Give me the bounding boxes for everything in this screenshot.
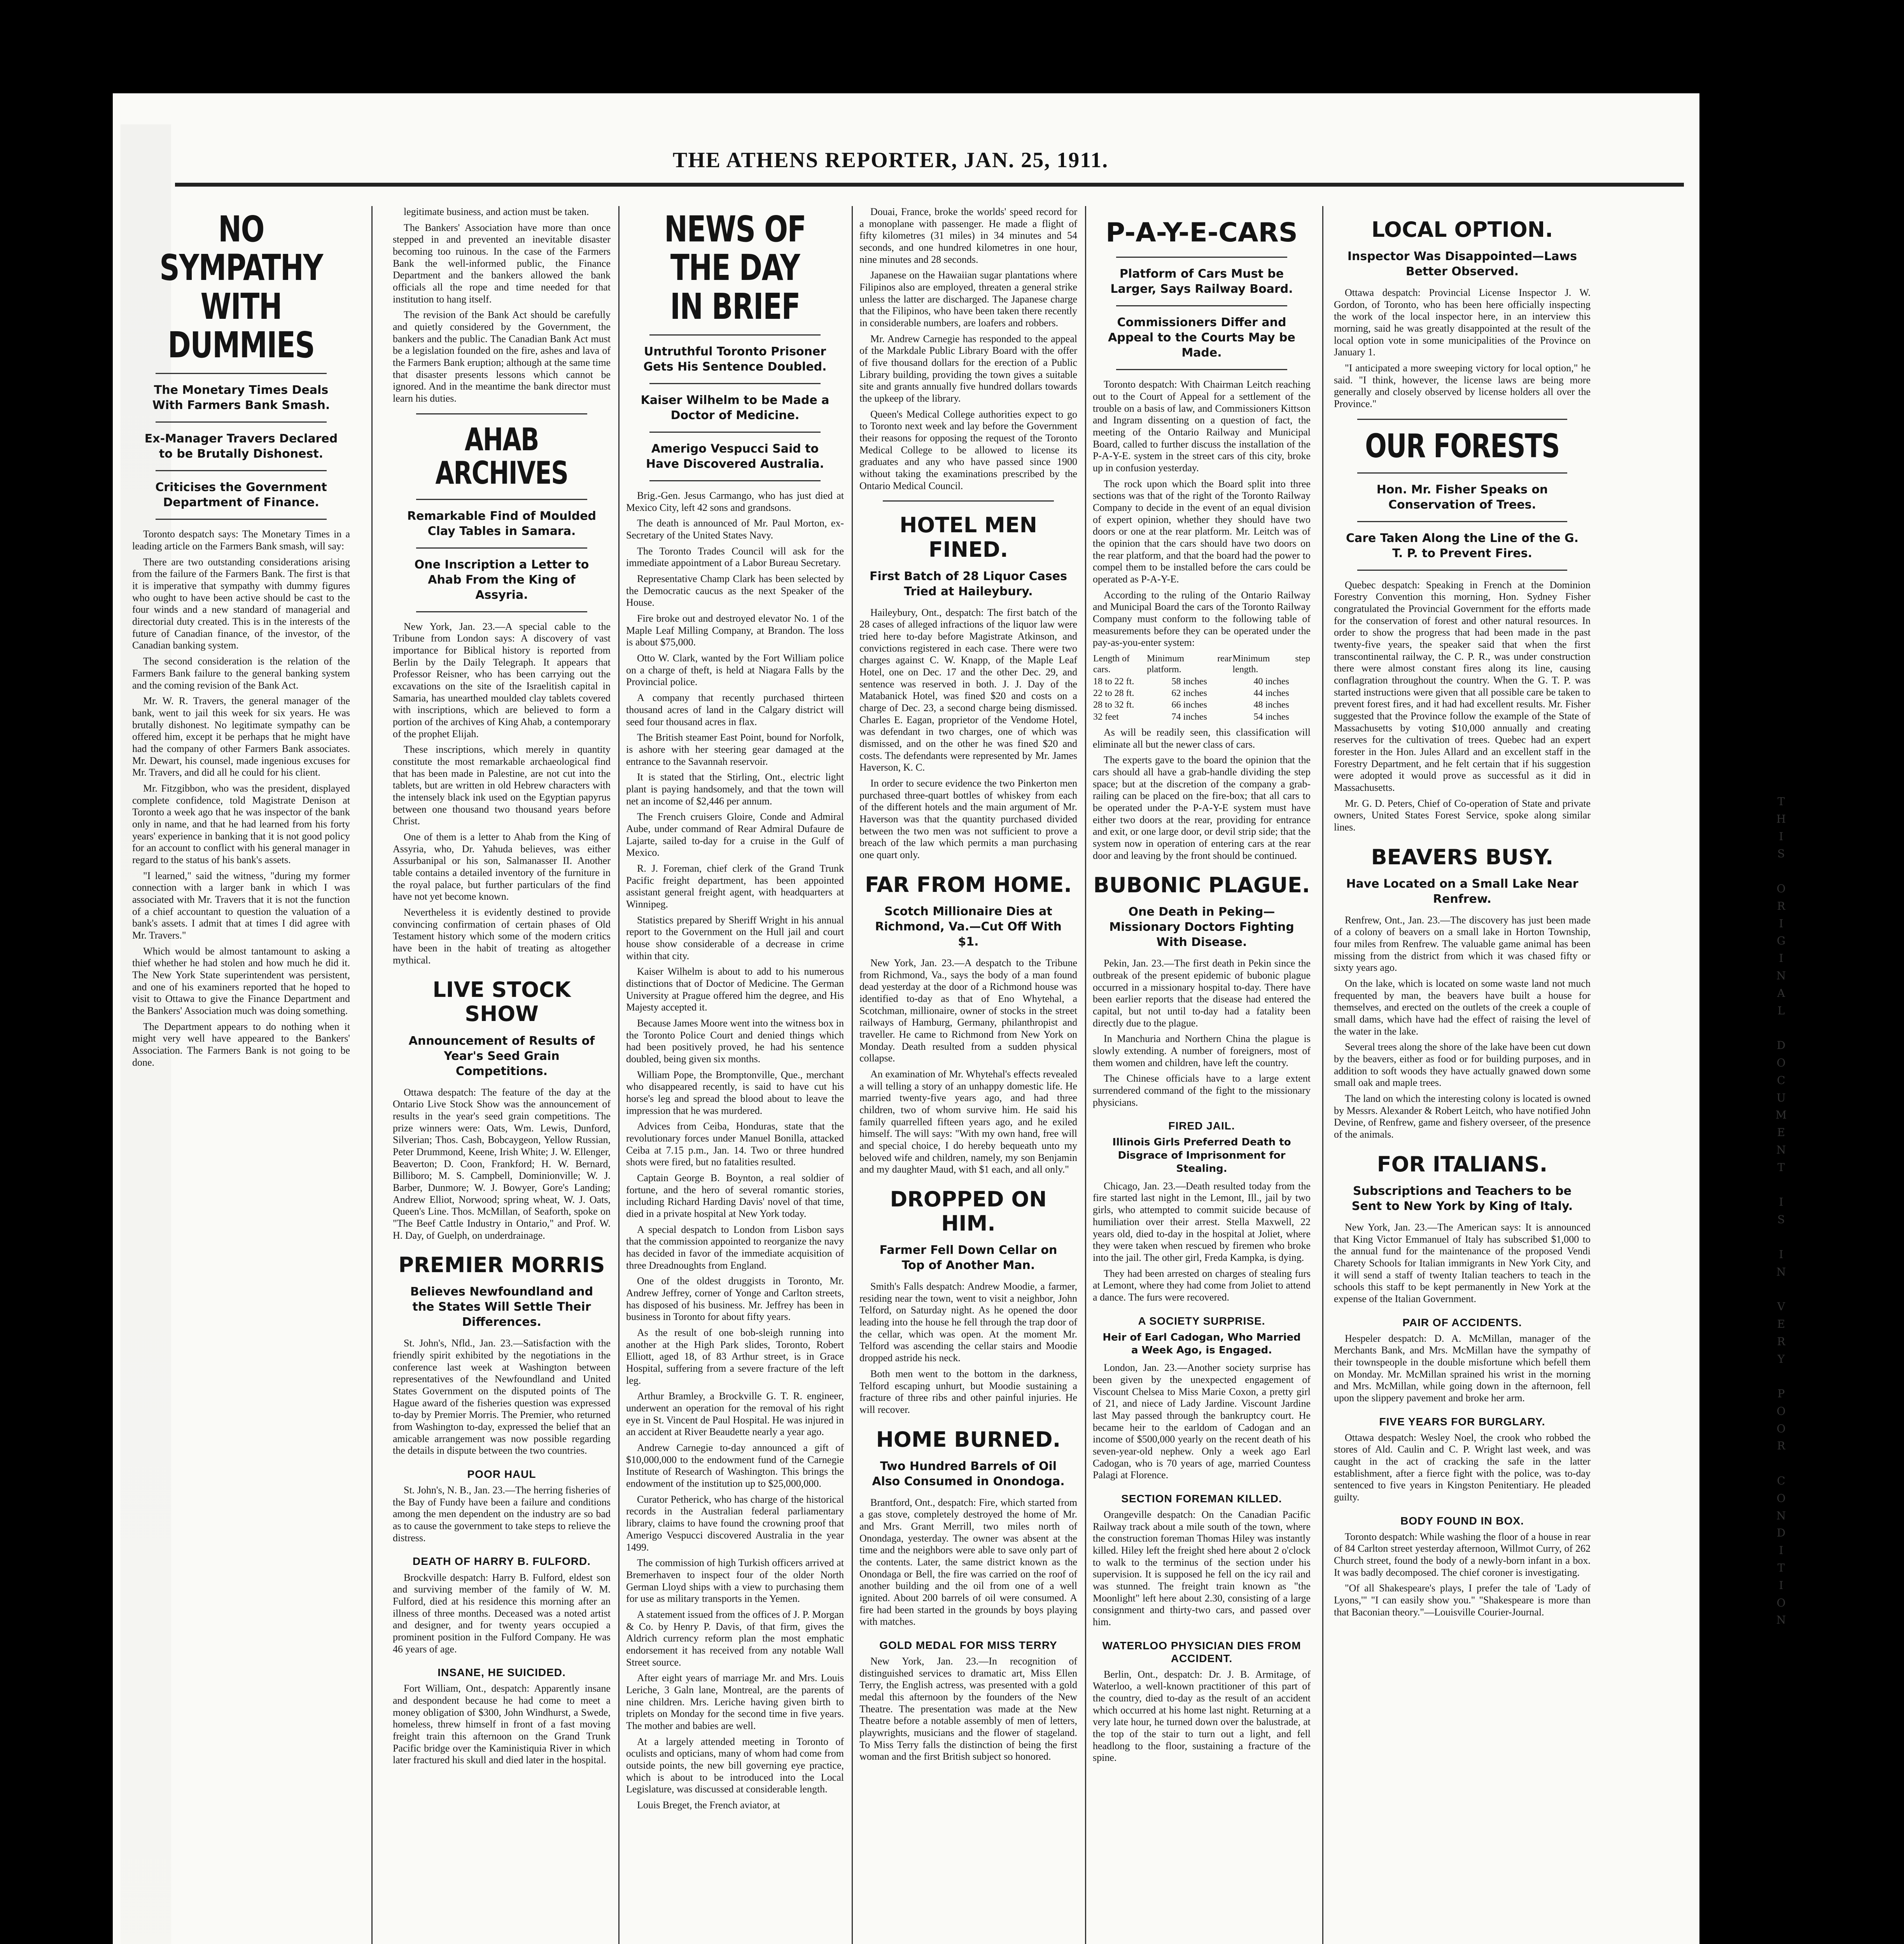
article-paragraph: Quebec despatch: Speaking in French at the Dominion Forestry Convention this morning, Hon. Sydney Fisher congratulated the Provincial Government for the efforts made for the conservation of forest and other natural resources. In order to show the progress that had been made in the past twenty-five years, the speaker said that when the first transcontinental railway, the C. P. R., was under construction there were almost constant fires along its line, causing conflagration throughout the country. When the G. T. P. was started instructions were given that all possible care be taken to prevent forest fires, and it had had excellent results. Mr. Fisher suggested that the Province follow the example of the State of Massachusetts by voting $10,000 annually and creating reserves for the cultivation of trees. Quebec had an expert forester in the Hon. Jules Allard and an excellent staff in the Forestry Department, and he felt certain that if his suggestion were adopted it would prove as successful as it did in Massachusetts. <box>1334 579 1591 793</box>
article-paragraph: There are two outstanding considerations arising from the failure of the Farmers Bank. The first is that it is imperative that sympathy with dummy figures who ought to have been active should be cast to the four winds and a new standard of managerial and directorial duty created. This is in the interests of the future of Canadian finance, of the investor, of the Canadian banking system. <box>132 556 350 651</box>
article-paragraph: New York, Jan. 23.—A special cable to the Tribune from London says: A discovery of vast importance for Biblical history is reported from Berlin by the Daily Telegraph. It appears that Professor Reisner, who has been carrying out the excavations on the site of the Israelitish capital in Samaria, has unearthed moulded clay tablets covered with inscriptions, which are believed to form a portion of the archives of King Ahab, a contemporary of the prophet Elijah. <box>393 621 611 739</box>
headline-section-foreman: SECTION FOREMAN KILLED. <box>1121 1492 1282 1505</box>
headline-ahab-archives: AHAB ARCHIVES <box>435 421 568 491</box>
brief-item: Advices from Ceiba, Honduras, state that the revolutionary forces under Manuel Bonilla, attacked Ceiba at 7.15 p.m., Jan. 14. Two or three hundred shots were fired, but no fatalities resulted. <box>626 1121 844 1168</box>
deck: Illinois Girls Preferred Death to Disgrace of Imprisonment for Stealing. <box>1112 1136 1291 1175</box>
article-paragraph: Orangeville despatch: On the Canadian Pacific Railway track about a mile south of the town, where the construction foreman Thomas Hiley was instantly killed. Hiley left the freight shed here about 2 o'clock to walk to the terminus of the section under his supervision. It is supposed he fell on the icy rail and was stunned. The freight train known as "the Moonlight" left here about 2.30, consisting of a large consignment and thirty-two cars, and passed over him. <box>1093 1509 1311 1628</box>
article-paragraph: Hespeler despatch: D. A. McMillan, manager of the Merchants Bank, and Mrs. McMillan have the sympathy of their townspeople in the double misfortune which befell them on Monday. Mr. McMillan sprained his wrist in the morning and Mrs. McMillan, while going down in the afternoon, fell upon the slippery pavement and broke her arm. <box>1334 1332 1591 1404</box>
condition-note-letter: D <box>1776 1526 1786 1540</box>
condition-note-letter: V <box>1777 1300 1785 1313</box>
condition-note-letter: P <box>1777 1387 1785 1400</box>
brief-item: A company that recently purchased thirteen thousand acres of land in the Calgary district will seed four thousand acres in flax. <box>626 692 844 727</box>
condition-note-letter: O <box>1776 1056 1786 1069</box>
divider <box>156 470 327 471</box>
deck: Untruthful Toronto Prisoner Gets His Sentence Doubled. <box>643 345 827 374</box>
article-paragraph: Pekin, Jan. 23.—The first death in Pekin since the outbreak of the present epidemic of bubonic plague occurred in a missionary hospital to-day. There have been earlier reports that the disease had entered the capital, but not until to-day had a fatality been directly due to the plague. <box>1093 958 1311 1029</box>
article-paragraph: The Chinese officials have to a large extent surrendered command of the fight to the missionary physicians. <box>1093 1073 1311 1108</box>
column-rule <box>1085 206 1086 1944</box>
article-paragraph: Chicago, Jan. 23.—Death resulted today from the fire started last night in the Lemont, Ill., jail by two girls, who attempted to commit suicide because of humiliation over their arrest. Stella Maxwell, 22 years old, died to-day in the hospital at Joliet, where they were taken when rescued by firemen who broke into the jail. The other girl, Freda Kampka, is dying. <box>1093 1180 1311 1263</box>
headline-fired-jail: FIRED JAIL. <box>1168 1120 1235 1132</box>
table-cell: 74 inches <box>1171 712 1207 722</box>
article-paragraph: According to the ruling of the Ontario Railway and Municipal Board the cars of the Toronto Railway Company must conform to the following table of measurements before they can be operated under the pay-as-you-enter system: <box>1093 589 1311 649</box>
article-paragraph: Mr. G. D. Peters, Chief of Co-operation of State and private owners, United States Forest Service, spoke along similar lines. <box>1334 797 1591 833</box>
article-paragraph: New York, Jan. 23.—The American says: It is announced that King Victor Emmanuel of Italy has subscribed $1,000 to the annual fund for the maintenance of the proposed Vendi Charety Schools for Italian immigrants in New York City, and it will send a staff of twenty Italian teachers to teach in the schools this staff to be kept permanently in New York at the expense of the Italian Government. <box>1334 1221 1591 1304</box>
column-6 <box>1334 206 1591 1944</box>
brief-item: At a largely attended meeting in Toronto of oculists and opticians, many of whom had come from outside points, the new bill governing eye practice, which is about to be introduced into the Local Legislature, was discussed at considerable length. <box>626 1736 844 1795</box>
article-paragraph: As will be readily seen, this classification will eliminate all but the newer class of cars. <box>1093 726 1311 750</box>
article-paragraph: One of them is a letter to Ahab from the King of Assyria, who, Dr. Yahuda believes, was either Assurbanipal or his son, Salmanasser II. Another table contains a detailed inventory of the furniture in the royal palace, but further particulars of the find have not yet become known. <box>393 831 611 902</box>
table-header: Length of cars. <box>1093 653 1130 675</box>
table-cell: 22 to 28 ft. <box>1093 688 1134 698</box>
article-paragraph: Brockville despatch: Harry B. Fulford, eldest son and surviving member of the family of W. M. Fulford, died at his residence this morning after an illness of three months. Deceased was a noted artist and designer, and for twenty years occupied a prominent position in the Fulford Company. He was 46 years of age. <box>393 1572 611 1655</box>
divider <box>156 373 327 374</box>
headline-hotel-men-fined: HOTEL MEN FINED. <box>900 513 1037 562</box>
article-paragraph: In order to secure evidence the two Pinkerton men purchased three-quart bottles of whiskey from each of the different hotels and the main argument of Mr. Haverson was that the quantity purchased divided between the two men was not sufficient to prove a breach of the law which permits a man purchasing one quart only. <box>859 778 1077 861</box>
divider <box>1357 472 1567 474</box>
deck: Platform of Cars Must be Larger, Says Railway Board. <box>1110 267 1293 296</box>
deck: Heir of Earl Cadogan, Who Married a Week Ago, is Engaged. <box>1102 1331 1301 1357</box>
article-paragraph: The land on which the interesting colony is located is owned by Messrs. Alexander & Robert Leitch, who have notified John Devine, of Renfrew, game and fishery overseer, of the presence of the animals. <box>1334 1093 1591 1140</box>
table-cell: 66 inches <box>1171 700 1207 710</box>
article-paragraph: Several trees along the shore of the lake have been cut down by the beavers, either as food or for building purposes, and in addition to soft woods they have actually gnawed down some small oak and maple trees. <box>1334 1041 1591 1089</box>
divider <box>416 499 587 500</box>
condition-note-letter: O <box>1776 1596 1786 1609</box>
condition-note-letter: H <box>1776 812 1786 825</box>
article-paragraph: Mr. W. R. Travers, the general manager of the bank, went to jail this week for six years. He was brutally dishonest. No legitimate sympathy can be offered him, except it be perhaps that he might have had the company of other Farmers Bank associates. Mr. Dewart, his counsel, made ingenious excuses for Mr. Travers, and did all he could for his client. <box>132 695 350 778</box>
condition-note-letter: T <box>1777 1561 1785 1575</box>
condition-note-letter: I <box>1779 1544 1783 1557</box>
deck: Farmer Fell Down Cellar on Top of Another Man. <box>879 1243 1057 1273</box>
condition-note-letter: N <box>1776 1614 1786 1627</box>
condition-note-letter: T <box>1777 1161 1785 1174</box>
condition-note-letter: D <box>1776 1039 1786 1052</box>
brief-item: Statistics prepared by Sheriff Wright in his annual report to the Government on the Hull jail and court house show considerable of a decrease in crime within that city. <box>626 914 844 962</box>
condition-note-letter: C <box>1777 1073 1785 1087</box>
brief-item: The British steamer East Point, bound for Norfolk, is ashore with her steering gear damaged at the entrance to the Savannah reservoir. <box>626 732 844 767</box>
divider <box>1357 419 1567 420</box>
article-paragraph: Ottawa despatch: Provincial License Inspector J. W. Gordon, of Toronto, who has been here officially inspecting the work of the local inspector here, in an interview this morning, said he was greatly disappointed at the result of the local option vote in some municipalities of the Province on January 1. <box>1334 287 1591 358</box>
headline-news-of-day: NEWS OF THE DAY IN BRIEF <box>664 208 806 327</box>
deck: Care Taken Along the Line of the G. T. P. to Prevent Fires. <box>1346 531 1579 560</box>
divider <box>156 421 327 423</box>
deck: Criticises the Government Department of Finance. <box>155 481 327 510</box>
divider <box>883 500 1054 502</box>
deck: The Monetary Times Deals With Farmers Bank Smash. <box>152 383 330 413</box>
table-cell: 58 inches <box>1171 676 1207 687</box>
article-paragraph: Brantford, Ont., despatch: Fire, which started from a gas stove, completely destroyed the home of Mr. and Mrs. Grant Merrill, two miles north of Onondaga, yesterday. The owner was absent at the time and the neighbors were able to save only part of the contents. Later, the same district known as the Onondaga or Bell, the fire was carried on the roof of another building and the oil from one of a well ignited. About 200 barrels of oil were consumed. A fire had been started in the grounds by boys playing with matches. <box>859 1496 1077 1628</box>
divider <box>1116 257 1287 258</box>
column-2 <box>393 206 611 1944</box>
column-4 <box>859 206 1077 1944</box>
deck: Hon. Mr. Fisher Speaks on Conservation of Trees. <box>1376 483 1548 512</box>
brief-item: William Pope, the Bromptonville, Que., merchant who disappeared recently, is said to have cut his horse's leg and spread the blood about to leave the impression that he was murdered. <box>626 1069 844 1116</box>
headline-poor-haul: POOR HAUL <box>467 1468 536 1481</box>
condition-note-letter: N <box>1776 1143 1786 1156</box>
headline-society-surprise: A SOCIETY SURPRISE. <box>1138 1315 1265 1327</box>
condition-note-letter: T <box>1777 795 1785 808</box>
headline-live-stock-show: LIVE STOCK SHOW <box>432 977 571 1026</box>
brief-item: The death is announced of Mr. Paul Morton, ex-Secretary of the United States Navy. <box>626 517 844 541</box>
article-paragraph: The rock upon which the Board split into three sections was that of the right of the Toronto Railway Company to decide in the event of an equal division of expert opinion, whether they should have two doors or one at the rear platform. Mr. Leitch was of the opinion that the cars should have two doors on the rear platform, and that the board had the power to compel them to be installed before the cars could be operated as P-A-Y-E. <box>1093 478 1311 585</box>
article-paragraph: "Of all Shakespeare's plays, I prefer the tale of 'Lady of Lyons,'" "I can easily show you." "Shakespeare is more than that Baconian theory."—Louisville Courier-Journal. <box>1334 1582 1591 1618</box>
article-paragraph: Which would be almost tantamount to asking a thief whether he had stolen and how much he did it. The New York State superintendent was persistent, and one of his examiners reported that he hoped to visit to Ottawa to give the Finance Department and the Bankers' Association much was doing something. <box>132 945 350 1016</box>
divider <box>649 480 821 481</box>
article-paragraph: Berlin, Ont., despatch: Dr. J. B. Armitage, of Waterloo, a well-known practitioner of this part of the country, died to-day as the result of an accident which occurred at his home last night. Returning at a very late hour, he turned down over the balustrade, at the top of the stair to turn out a light, and fell headlong to the floor, sustaining a fracture of the spine. <box>1093 1668 1311 1764</box>
divider <box>1116 369 1287 370</box>
brief-item: The commission of high Turkish officers arrived at Bremerhaven to inspect four of the older North German Lloyd ships with a view to purchasing them for use as military transports in the Yemen. <box>626 1557 844 1605</box>
article-paragraph: "I learned," said the witness, "during my former connection with a larger bank in which I was associated with Mr. Travers that it is not the function of a chief accountant to question the valuation of a bank's assets. I admit that at times I did agree with Mr. Travers." <box>132 870 350 941</box>
article-paragraph: Toronto despatch: With Chairman Leitch reaching out to the Court of Appeal for a settlement of the trouble on a basis of law, and Commissioners Kittson and Ingram dissenting on a question of fact, the meeting of the Ontario Railway and Municipal Board, called to further discuss the installation of the P-A-Y-E. system in the street cars of this city, broke up in confusion yesterday. <box>1093 379 1311 474</box>
deck: One Death in Peking—Missionary Doctors Fighting With Disease. <box>1109 905 1294 949</box>
condition-note-letter: R <box>1777 1439 1785 1453</box>
table-cell: 32 feet <box>1093 712 1119 722</box>
divider <box>649 432 821 433</box>
headline-five-years: FIVE YEARS FOR BURGLARY. <box>1379 1415 1545 1428</box>
brief-item: A statement issued from the offices of J. P. Morgan & Co. by Henry P. Davis, of that firm, gives the Aldrich currency reform plan the most emphatic endorsement it has received from any notable Wall Street source. <box>626 1608 844 1668</box>
divider <box>1357 521 1567 522</box>
headline-our-forests: OUR FORESTS <box>1365 427 1559 465</box>
table-row <box>1093 699 1311 711</box>
headline-home-burned: HOME BURNED. <box>876 1427 1061 1452</box>
divider <box>649 383 821 384</box>
article-paragraph: The experts gave to the board the opinion that the cars should all have a grab-handle dividing the step space; but at the discretion of the company a grab-railing can be placed on the fire-box; that all cars to be operated under the P-A-Y-E system must have either two doors at the rear, providing for entrance and exit, or one large door, or devil strip side; that the system now in operation of entering cars at the rear door and leaving by the front should be continued. <box>1093 754 1311 861</box>
condition-note-gap <box>1769 1368 1793 1385</box>
article-paragraph: Toronto despatch: While washing the floor of a house in rear of 84 Carlton street yesterday afternoon, Willmot Curry, of 262 Church street, found the body of a newly-born infant in a box. It was badly decomposed. The chief coroner is investigating. <box>1334 1531 1591 1578</box>
masthead-rule <box>175 183 1684 187</box>
article-paragraph: The Bankers' Association have more than once stepped in and prevented an inevitable disaster becoming too ruinous. In the case of the Farmers Bank the well-informed public, the Finance Department and the bankers allowed the bank officials all the rope and time needed for that institution to hang itself. <box>393 222 611 305</box>
article-paragraph: They had been arrested on charges of stealing furs at Lemont, where they had come from Joliet to attend a dance. The furs were recovered. <box>1093 1267 1311 1303</box>
condition-note-letter: E <box>1777 1126 1785 1139</box>
brief-item: Louis Breget, the French aviator, at <box>637 1799 780 1811</box>
condition-note-letter: N <box>1776 1265 1786 1278</box>
brief-item: A special despatch to London from Lisbon says that the commission appointed to reorganize the navy has decided in favor of the immediate acquisition of three Dreadnoughts from England. <box>626 1224 844 1271</box>
divider <box>156 519 327 520</box>
brief-item: Captain George B. Boynton, a real soldier of fortune, and the hero of several romantic stories, including Richard Harding Davis' novel of that time, died in a private hospital at New York today. <box>626 1172 844 1220</box>
condition-note-letter: I <box>1779 952 1783 965</box>
brief-item: Representative Champ Clark has been selected by the Democratic caucus as the next Speaker of the House. <box>626 573 844 608</box>
column-rule <box>618 206 620 1944</box>
condition-note-letter: I <box>1779 830 1783 843</box>
article-paragraph: St. John's, Nfld., Jan. 23.—Satisfaction with the friendly spirit exhibited by the negotiations in the conference last week at Washington between representatives of the Newfoundland and United States Government on the disputed points of The Hague award of the fisheries question was expressed to-day by Premier Morris. The Premier, who returned from Washington to-day, expressed the belief that an amicable arrangement was now possible regarding the details in dispute between the two countries. <box>393 1337 611 1456</box>
condition-note-gap <box>1769 1281 1793 1298</box>
deck: Have Located on a Small Lake Near Renfrew. <box>1346 877 1578 906</box>
headline-paye-cars: P-A-Y-E-CARS <box>1106 217 1298 248</box>
divider <box>649 334 821 336</box>
brief-item: As the result of one bob-sleigh running into another at the High Park slides, Toronto, Robert Elliott, aged 18, of 83 Arthur street, is in Grace Hospital, suffering from a severe fracture of the left leg. <box>626 1327 844 1386</box>
article-paragraph: On the lake, which is located on some waste land not much frequented by man, the beavers have built a house for themselves, and erected on the outlets of the creek a couple of small dams, which have had the effect of raising the level of the water in the lake. <box>1334 978 1591 1037</box>
brief-item: Curator Petherick, who has charge of the historical records in the Australian federal parliamentary library, claims to have found the crowning proof that Amerigo Vespucci discovered Australia in the year 1499. <box>626 1493 844 1553</box>
condition-note-gap <box>1769 1177 1793 1194</box>
deck: Believes Newfoundland and the States Will Settle Their Differences. <box>410 1285 593 1329</box>
brief-item: The Toronto Trades Council will ask for the immediate appointment of a Labor Bureau Secretary. <box>626 545 844 569</box>
deck: One Inscription a Letter to Ahab From the King of Assyria. <box>414 558 589 602</box>
condition-note-letter: O <box>1776 1404 1786 1418</box>
divider <box>416 611 587 612</box>
condition-note-letter: I <box>1779 917 1783 930</box>
condition-note-letter: N <box>1776 969 1786 982</box>
table-header: Minimum step length. <box>1232 653 1310 675</box>
brief-item: Brig.-Gen. Jesus Carmango, who has just died at Mexico City, left 42 sons and grandsons. <box>626 490 844 513</box>
article-paragraph: New York, Jan. 23.—In recognition of distinguished services to dramatic art, Miss Ellen Terry, the English actress, was presented with a gold medal this afternoon by the founders of the New Theatre. The presentation was made at the New Theatre before a notable assembly of men of letters, playwrights, musicians and the flower of stageland. To Miss Terry falls the distinction of being the first woman and the first British subject so honored. <box>859 1656 1077 1762</box>
column-rule <box>1322 206 1323 1944</box>
article-paragraph: "I anticipated a more sweeping victory for local option," he said. "I think, however, the license laws are being more generally and closely observed by license holders all over the Province." <box>1334 362 1591 410</box>
article-paragraph: Renfrew, Ont., Jan. 23.—The discovery has just been made of a colony of beavers on a small lake in Horton Township, four miles from Renfrew. The valuable game animal has been missing from the district from which it was chased fifty or sixty years ago. <box>1334 914 1591 974</box>
table-cell: 18 to 22 ft. <box>1093 676 1134 687</box>
headline-dropped-on-him: DROPPED ON HIM. <box>890 1187 1047 1236</box>
condition-note-letter: L <box>1777 1004 1785 1017</box>
headline-premier-morris: PREMIER MORRIS <box>398 1253 605 1278</box>
article-paragraph: Smith's Falls despatch: Andrew Moodie, a farmer, residing near the town, went to visit a neighbor, John Telford, on Saturday night. As he opened the door leading into the house he fell through the trap door of the cellar, which was open. At the moment Mr. Telford was ascending the cellar stairs and Moodie dropped astride his neck. <box>859 1281 1077 1364</box>
divider <box>416 413 587 414</box>
table-cell: 48 inches <box>1253 700 1289 710</box>
deck: Announcement of Results of Year's Seed Grain Competitions. <box>408 1034 595 1078</box>
deck: Two Hundred Barrels of Oil Also Consumed in Onondoga. <box>872 1459 1065 1488</box>
column-3 <box>626 206 844 1944</box>
deck: Amerigo Vespucci Said to Have Discovered Australia. <box>646 442 824 471</box>
article-paragraph: An examination of Mr. Whytehal's effects revealed a will telling a story of an unhappy domestic life. He married twenty-five years ago, and had three children, two of whom survive him. He said his family quarrelled fifteen years ago, and he exiled himself. The will says: "With my own hand, free will and special choice, I do hereby bequeath unto my beloved wife and children, namely, my son Benjamin and my daughter Maud, with $1 each, and all only." <box>859 1068 1077 1175</box>
headline-death-fulford: DEATH OF HARRY B. FULFORD. <box>413 1555 591 1568</box>
article-paragraph: Haileybury, Ont., despatch: The first batch of the 28 cases of alleged infractions of the liquor law were tried here to-day before Magistrate Atkinson, and convictions registered in each case. There were two charges against C. W. Knapp, of the Maple Leaf Hotel, one on Dec. 17 and the other Dec. 29, and sentence was reserved in both. J. J. Day of the Matabanick Hotel, was fined $20 and costs on a charge of Dec. 23, a second charge being dismissed. Charles E. Eagan, proprietor of the Vendome Hotel, was defendant in two charges, one of which was dismissed, and on the other he was fined $20 and costs. The defendants were represented by Mr. James Haverson, K. C. <box>859 607 1077 773</box>
article-paragraph: These inscriptions, which merely in quantity constitute the most remarkable archaeological find that has been made in Palestine, are not cut into the tablets, but are written in old Hebrew characters with the intensely black ink used on the Egyptian papyrus between one thousand two thousand years before Christ. <box>393 744 611 827</box>
masthead: THE ATHENS REPORTER, JAN. 25, 1911. <box>672 148 1109 172</box>
brief-item: R. J. Foreman, chief clerk of the Grand Trunk Pacific freight department, has been appointed assistant general freight agent, with headquarters at Winnipeg. <box>626 862 844 910</box>
article-paragraph: Fort William, Ont., despatch: Apparently insane and despondent because he had come to meet a money obligation of $300, John Windhurst, a Swede, homeless, threw himself in front of a fast moving freight train this afternoon on the Grand Trunk Pacific bridge over the Kaministiquia River in which later fractured his skull and died later in the hospital. <box>393 1683 611 1766</box>
column-5 <box>1093 206 1311 1944</box>
brief-item: Japanese on the Hawaiian sugar plantations where Filipinos also are employed, threaten a general strike unless the latter are discharged. The Japanese charge that the Filipinos, who have been taken there recently in considerable numbers, are loafers and robbers. <box>859 269 1077 329</box>
condition-note-letter: N <box>1776 1509 1786 1522</box>
headline-waterloo-physician: WATERLOO PHYSICIAN DIES FROM ACCIDENT. <box>1102 1639 1301 1664</box>
brief-item: Otto W. Clark, wanted by the Fort William police on a charge of theft, is held at Niagara Falls by the Provincial police. <box>626 652 844 688</box>
article-paragraph: The revision of the Bank Act should be carefully and quietly considered by the Government, the bankers and the public. The Canadian Bank Act must be a legislation founded on the fire, ashes and lava of the Farmers Bank eruption; although at the same time that disaster presents lessons which cannot be ignored. And in the meantime the bank director must learn his duties. <box>393 309 611 404</box>
article-paragraph: The Department appears to do nothing when it might very well have appeared to the Bankers' Association. The Farmers Bank is not going to be done. <box>132 1021 350 1068</box>
brief-item: Douai, France, broke the worlds' speed record for a monoplane with passenger. He made a flight of fifty kilometres (31 miles) in 34 minutes and 54 seconds, and one hundred kilometres in one hour, nine minutes and 28 seconds. <box>859 206 1077 265</box>
deck: Remarkable Find of Moulded Clay Tables in Samara. <box>407 509 597 538</box>
headline-bubonic-plague: BUBONIC PLAGUE. <box>1093 873 1310 898</box>
table-cell: 54 inches <box>1253 712 1289 722</box>
car-measurements-table <box>1093 653 1311 723</box>
article-paragraph: Ottawa despatch: The feature of the day at the Ontario Live Stock Show was the announcement of results in the year's seed grain competitions. The prize winners were: Oats, Wm. Lewis, Dunford, Silverian; Thos. Cash, Bobcaygeon, Yellow Russian, Peter Drummond, Keene, Irish White; J. W. Ellenger, Beaverton; D. Coon, Frankford; H. W. Bernard, Billiboro; M. S. Campbell, Dominionville; W. J. Barber, Dunmore; W. J. Bowyer, Gore's Landing; Andrew Elliot, Norwood; spring wheat, W. J. Oats, Queen's Line. Thos. McMillan, of Seaforth, spoke on "The Beef Cattle Industry in Ontario," and Prof. W. H. Day, of Guelph, on underdrainage. <box>393 1086 611 1241</box>
article-paragraph: London, Jan. 23.—Another society surprise has been given by the unexpected engagement of Viscount Chelsea to Miss Marie Coxon, a pretty girl of 21, and niece of Lady Jardine. Viscount Jardine last May passed through the bankruptcy court. He became heir to the earldom of Cadogan and an income of $500,000 yearly on the recent death of his seven-year-old nephew. Only a week ago Earl Cadogan, who is 70 years of age, married Countess Palagi at Florence. <box>1093 1362 1311 1481</box>
article-paragraph: Mr. Fitzgibbon, who was the president, displayed complete confidence, told Magistrate Denison at Toronto a week ago that he was inspector of the bank only in name, and that he had learned from his forty years' experience in banking that it is not good policy for an account to conflict with his general manager in regard to the status of his bank's assets. <box>132 782 350 865</box>
headline-body-found: BODY FOUND IN BOX. <box>1400 1514 1524 1527</box>
article-paragraph: New York, Jan. 23.—A despatch to the Tribune from Richmond, Va., says the body of a man found dead yesterday at the door of a Richmond house was identified to-day as that of Eno Whytehal, a Scotchman, millionaire, owner of stocks in the street railways of Hamburg, Germany, philanthropist and traveller. He came to Richmond from New York on Monday. Death resulted from a sudden physical collapse. <box>859 957 1077 1064</box>
condition-note-gap <box>1769 863 1793 880</box>
headline-for-italians: FOR ITALIANS. <box>1377 1152 1548 1177</box>
condition-note-gap <box>1769 1455 1793 1472</box>
table-row <box>1093 711 1311 723</box>
deck: Kaiser Wilhelm to be Made a Doctor of Medicine. <box>640 393 830 423</box>
condition-note-letter: S <box>1777 847 1785 860</box>
article-paragraph: St. John's, N. B., Jan. 23.—The herring fisheries of the Bay of Fundy have been a failure and conditions among the men dependent on the industry are so bad as to cause the government to take steps to relieve the distress. <box>393 1484 611 1544</box>
divider <box>1116 305 1287 306</box>
brief-item: Fire broke out and destroyed elevator No. 1 of the Maple Leaf Milling Company, at Brandon. The loss is about $75,000. <box>626 613 844 648</box>
headline-beavers-busy: BEAVERS BUSY. <box>1371 844 1554 869</box>
condition-note-letter: Y <box>1777 1352 1785 1365</box>
brief-item: It is stated that the Stirling, Ont., electric light plant is paying handsomely, and that the town will net an income of $2,446 per annum. <box>626 771 844 807</box>
column-rule <box>371 206 373 1944</box>
condition-note-gap <box>1769 1229 1793 1246</box>
condition-note-letter: M <box>1775 1108 1787 1122</box>
brief-item: One of the oldest druggists in Toronto, Mr. Andrew Jeffrey, corner of Yonge and Carlton streets, has disposed of his business. Mr. Jeffrey has been in business in Toronto for about fifty years. <box>626 1275 844 1323</box>
condition-note-letter: U <box>1776 1091 1786 1104</box>
table-cell: 28 to 32 ft. <box>1093 700 1134 710</box>
brief-item: After eight years of marriage Mr. and Mrs. Louis Leriche, 3 Galn lane, Montreal, are the parents of nine children. Mrs. Leriche having given birth to triplets on Monday for the second time in five years. The mother and babies are well. <box>626 1672 844 1731</box>
table-header: Minimum rear platform. <box>1146 653 1232 675</box>
condition-note-letter: O <box>1776 1491 1786 1505</box>
condition-note-letter: I <box>1779 1248 1783 1261</box>
deck: Subscriptions and Teachers to be Sent to New York by King of Italy. <box>1351 1184 1573 1213</box>
brief-item: Arthur Bramley, a Brockville G. T. R. engineer, underwent an operation for the removal of his right eye in St. Vincent de Paul Hospital. He was injured in an accident at River Beaudette nearly a year ago. <box>626 1390 844 1438</box>
condition-note-letter: G <box>1776 934 1786 948</box>
headline-pair-of-accidents: PAIR OF ACCIDENTS. <box>1402 1316 1522 1329</box>
article-paragraph: Ottawa despatch: Wesley Noel, the crook who robbed the stores of Ald. Caulin and C. P. Wright last week, and was caught in the act of cracking the safe in the latter establishment, after a fierce fight with the police, was to-day sentenced to five years in Kingston Penitentiary. He pleaded guilty. <box>1334 1432 1591 1503</box>
deck: Inspector Was Disappointed—Laws Better Observed. <box>1347 250 1577 279</box>
article-paragraph: In Manchuria and Northern China the plague is slowly extending. A number of foreigners, most of them women and children, have left the country. <box>1093 1033 1311 1068</box>
condition-note-letter: C <box>1777 1474 1785 1488</box>
table-cell: 62 inches <box>1171 688 1207 698</box>
brief-item: Mr. Andrew Carnegie has responded to the appeal of the Markdale Public Library Board with the offer of five thousand dollars for the erection of a Public Library building, providing the town gives a suitable site and grants annually five hundred dollars towards the upkeep of the library. <box>859 333 1077 404</box>
condition-note-letter: R <box>1777 899 1785 913</box>
deck: Ex-Manager Travers Declared to be Brutally Dishonest. <box>144 432 338 461</box>
divider <box>1357 570 1567 571</box>
condition-note-letter: R <box>1777 1335 1785 1348</box>
table-row <box>1093 676 1311 687</box>
condition-note-gap <box>1769 1019 1793 1037</box>
headline-far-from-home: FAR FROM HOME. <box>864 872 1072 897</box>
brief-item: Andrew Carnegie to-day announced a gift of $10,000,000 to the endowment fund of the Carnegie Institute of Research of Washington. This brings the endowment of the institution up to $25,000,000. <box>626 1442 844 1489</box>
article-paragraph: Both men went to the bottom in the darkness, Telford escaping unhurt, but Moodie sustaining a fracture of three ribs and other painful injuries. He will recover. <box>859 1368 1077 1415</box>
article-paragraph: Toronto despatch says: The Monetary Times in a leading article on the Farmers Bank smash, will say: <box>132 528 350 552</box>
deck: Scotch Millionaire Dies at Richmond, Va.—Cut Off With $1. <box>875 904 1062 949</box>
condition-note-letter: O <box>1776 882 1786 895</box>
condition-note-letter: S <box>1777 1213 1785 1226</box>
deck: First Batch of 28 Liquor Cases Tried at Haileybury. <box>870 569 1067 598</box>
headline-local-option: LOCAL OPTION. <box>1371 217 1553 242</box>
headline-no-sympathy: NO SYMPATHY WITH DUMMIES <box>159 208 323 366</box>
article-paragraph: Nevertheless it is evidently destined to provide convincing confirmation of certain phases of Old Testament history which some of the modern critics have been in the habit of treating as altogether mythical. <box>393 906 611 966</box>
deck: Commissioners Differ and Appeal to the Courts May be Made. <box>1108 316 1295 360</box>
table-cell: 44 inches <box>1253 688 1289 698</box>
condition-note <box>1769 793 1793 1629</box>
condition-note-letter: I <box>1779 1579 1783 1592</box>
condition-note-letter: I <box>1779 1196 1783 1209</box>
column-1 <box>132 206 350 1944</box>
column-rule <box>852 206 853 1944</box>
table-cell: 40 inches <box>1253 676 1289 687</box>
brief-item: Kaiser Wilhelm is about to add to his numerous distinctions that of Doctor of Medicine. The German University at Prague offered him the degree, and His Majesty accepted it. <box>626 966 844 1013</box>
condition-note-letter: A <box>1777 986 1785 1000</box>
article-paragraph: The second consideration is the relation of the Farmers Bank failure to the general banking system and the coming revision of the Bank Act. <box>132 656 350 691</box>
divider <box>416 547 587 549</box>
headline-insane: INSANE, HE SUICIDED. <box>438 1666 566 1679</box>
headline-gold-medal: GOLD MEDAL FOR MISS TERRY <box>879 1639 1057 1651</box>
article-paragraph: legitimate business, and action must be taken. <box>404 206 589 217</box>
condition-note-letter: O <box>1776 1422 1786 1435</box>
condition-note-letter: E <box>1777 1317 1785 1330</box>
brief-item: Queen's Medical College authorities expect to go to Toronto next week and lay before the Government their reasons for opposing the request of the Toronto Medical College to be allowed to license its graduates and any who have passed since 1900 without taking the examinations prescribed by the Ontario Medical Council. <box>859 408 1077 491</box>
table-row <box>1093 687 1311 699</box>
brief-item: Because James Moore went into the witness box in the Toronto Police Court and denied things which had been positively proved, he had his sentence doubled, being given six months. <box>626 1017 844 1065</box>
brief-item: The French cruisers Gloire, Conde and Admiral Aube, under command of Rear Admiral Dufaure de Lajarte, sailed to-day for a cruise in the Gulf of Mexico. <box>626 811 844 858</box>
newspaper-page <box>113 93 1787 1944</box>
